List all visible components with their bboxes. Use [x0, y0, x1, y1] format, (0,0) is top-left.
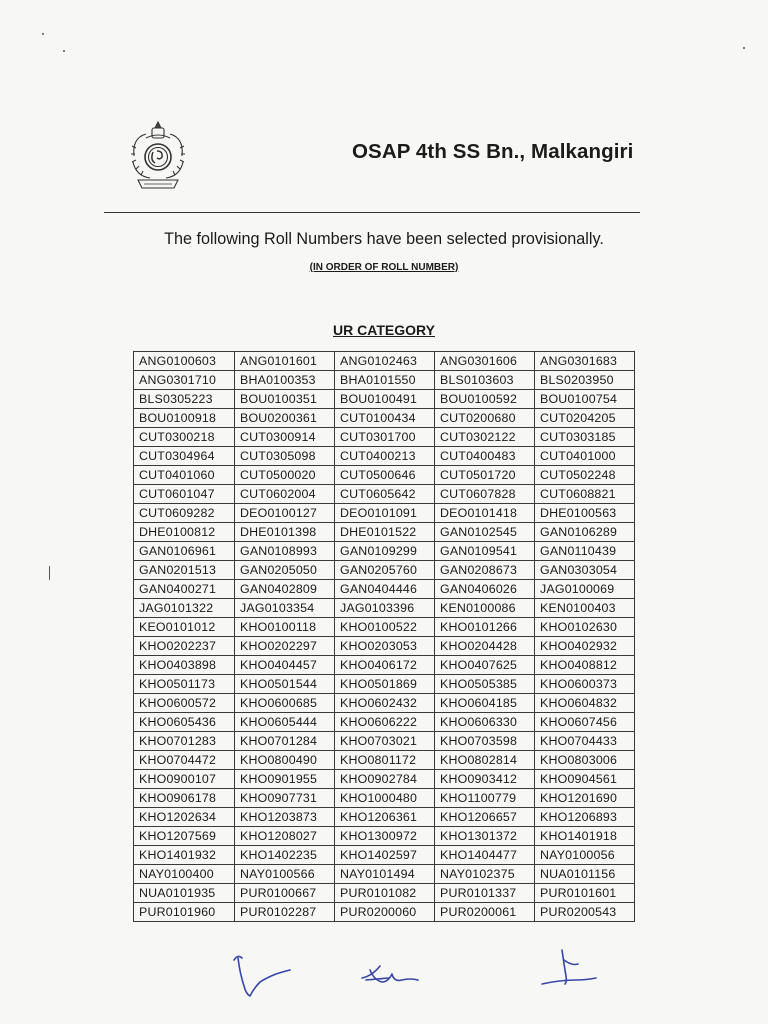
table-row [134, 808, 635, 827]
roll-number-cell: KHO0703598 [435, 732, 535, 751]
roll-number-cell: KHO0604832 [535, 694, 635, 713]
table-row [134, 694, 635, 713]
roll-number-cell: GAN0201513 [134, 561, 235, 580]
roll-number-cell: KHO0408812 [535, 656, 635, 675]
roll-number-cell: JAG0103396 [335, 599, 435, 618]
roll-number-cell: KHO0402932 [535, 637, 635, 656]
roll-number-cell: ANG0301710 [134, 371, 235, 390]
table-row [134, 618, 635, 637]
table-row [134, 580, 635, 599]
category-heading: UR CATEGORY [333, 322, 435, 338]
roll-number-cell: BLS0103603 [435, 371, 535, 390]
signature-3 [542, 950, 596, 984]
roll-number-cell: CUT0303185 [535, 428, 635, 447]
roll-number-cell: KHO0901955 [235, 770, 335, 789]
roll-number-cell: GAN0109299 [335, 542, 435, 561]
roll-number-cell: KHO0202237 [134, 637, 235, 656]
roll-number-cell: KHO0902784 [335, 770, 435, 789]
roll-number-cell: KHO1401918 [535, 827, 635, 846]
roll-number-cell: KEN0100403 [535, 599, 635, 618]
roll-number-cell: CUT0302122 [435, 428, 535, 447]
roll-number-cell: KHO0606330 [435, 713, 535, 732]
roll-number-cell: KHO0100522 [335, 618, 435, 637]
table-row [134, 371, 635, 390]
roll-number-cell: KHO1208027 [235, 827, 335, 846]
roll-number-cell: KHO0501544 [235, 675, 335, 694]
roll-number-cell: KHO0606222 [335, 713, 435, 732]
signatures [220, 940, 640, 1010]
roll-number-cell: CUT0400483 [435, 447, 535, 466]
roll-number-cell: KHO0605436 [134, 713, 235, 732]
roll-number-cell: KHO1402235 [235, 846, 335, 865]
roll-number-cell: GAN0404446 [335, 580, 435, 599]
roll-number-cell: KHO0600373 [535, 675, 635, 694]
table-row [134, 523, 635, 542]
roll-number-cell: BOU0100491 [335, 390, 435, 409]
roll-number-cell: ANG0101601 [235, 352, 335, 371]
roll-number-cell: GAN0110439 [535, 542, 635, 561]
police-emblem-icon [124, 116, 192, 192]
table-row [134, 466, 635, 485]
roll-number-cell: CUT0400213 [335, 447, 435, 466]
roll-number-cell: GAN0106961 [134, 542, 235, 561]
roll-number-cell: GAN0205050 [235, 561, 335, 580]
roll-number-cell: KHO0704433 [535, 732, 635, 751]
table-row [134, 447, 635, 466]
roll-number-cell: KEN0100086 [435, 599, 535, 618]
table-row [134, 561, 635, 580]
roll-number-cell: KHO0203053 [335, 637, 435, 656]
roll-number-cell: JAG0103354 [235, 599, 335, 618]
roll-number-cell: BOU0100351 [235, 390, 335, 409]
roll-number-cell: KHO0900107 [134, 770, 235, 789]
table-row [134, 485, 635, 504]
roll-number-cell: ANG0100603 [134, 352, 235, 371]
roll-number-cell: KHO1201690 [535, 789, 635, 808]
roll-number-cell: PUR0101082 [335, 884, 435, 903]
roll-number-cell: BOU0100918 [134, 409, 235, 428]
header-divider [104, 212, 640, 213]
roll-number-cell: KHO0102630 [535, 618, 635, 637]
roll-number-cell: KHO1301372 [435, 827, 535, 846]
roll-number-cell: DHE0100812 [134, 523, 235, 542]
roll-number-cell: BOU0200361 [235, 409, 335, 428]
roll-number-cell: KHO0907731 [235, 789, 335, 808]
roll-number-cell: BHA0101550 [335, 371, 435, 390]
roll-number-cell: KHO0906178 [134, 789, 235, 808]
roll-number-cell: ANG0102463 [335, 352, 435, 371]
roll-number-cell: NAY0100400 [134, 865, 235, 884]
roll-number-cell: CUT0602004 [235, 485, 335, 504]
roll-number-cell: CUT0304964 [134, 447, 235, 466]
roll-number-cell: GAN0106289 [535, 523, 635, 542]
roll-number-cell: KHO0505385 [435, 675, 535, 694]
roll-number-cell: PUR0100667 [235, 884, 335, 903]
table-row [134, 751, 635, 770]
roll-number-cell: GAN0109541 [435, 542, 535, 561]
roll-number-cell: KHO0701283 [134, 732, 235, 751]
roll-number-cell: KHO0703021 [335, 732, 435, 751]
roll-number-cell: KHO1401932 [134, 846, 235, 865]
roll-number-cell: KHO0403898 [134, 656, 235, 675]
roll-number-cell: BOU0100754 [535, 390, 635, 409]
roll-number-cell: BHA0100353 [235, 371, 335, 390]
roll-number-cell: NAY0100566 [235, 865, 335, 884]
roll-number-cell: KHO0604185 [435, 694, 535, 713]
roll-number-cell: KHO1202634 [134, 808, 235, 827]
table-row [134, 903, 635, 922]
roll-number-cell: KHO1100779 [435, 789, 535, 808]
roll-number-cell: KHO1206893 [535, 808, 635, 827]
roll-number-cell: KHO1404477 [435, 846, 535, 865]
roll-number-cell: KHO0600685 [235, 694, 335, 713]
table-row [134, 770, 635, 789]
roll-number-cell: ANG0301606 [435, 352, 535, 371]
table-row [134, 865, 635, 884]
roll-number-cell: GAN0303054 [535, 561, 635, 580]
roll-number-cell: KHO0407625 [435, 656, 535, 675]
roll-number-cell: KEO0101012 [134, 618, 235, 637]
roll-number-cell: KHO1206657 [435, 808, 535, 827]
roll-number-cell: KHO0501173 [134, 675, 235, 694]
roll-number-cell: CUT0200680 [435, 409, 535, 428]
roll-number-cell: KHO0904561 [535, 770, 635, 789]
table-row [134, 656, 635, 675]
roll-number-cell: KHO0204428 [435, 637, 535, 656]
roll-number-cell: NUA0101156 [535, 865, 635, 884]
roll-number-cell: CUT0300914 [235, 428, 335, 447]
roll-number-cell: CUT0500020 [235, 466, 335, 485]
roll-number-cell: KHO0803006 [535, 751, 635, 770]
roll-number-cell: BOU0100592 [435, 390, 535, 409]
roll-number-cell: DHE0101522 [335, 523, 435, 542]
roll-number-cell: PUR0102287 [235, 903, 335, 922]
roll-number-cell: KHO1000480 [335, 789, 435, 808]
roll-number-cell: DHE0100563 [535, 504, 635, 523]
roll-number-cell: DEO0100127 [235, 504, 335, 523]
roll-number-cell: KHO1402597 [335, 846, 435, 865]
table-row [134, 732, 635, 751]
table-row [134, 675, 635, 694]
roll-number-cell: NAY0102375 [435, 865, 535, 884]
roll-number-cell: KHO0404457 [235, 656, 335, 675]
roll-number-cell: BLS0305223 [134, 390, 235, 409]
table-row [134, 428, 635, 447]
roll-number-cell: CUT0601047 [134, 485, 235, 504]
roll-number-cell: GAN0402809 [235, 580, 335, 599]
roll-number-cell: CUT0204205 [535, 409, 635, 428]
roll-number-cell: GAN0400271 [134, 580, 235, 599]
roll-number-cell: KHO0701284 [235, 732, 335, 751]
roll-number-cell: KHO0605444 [235, 713, 335, 732]
roll-number-cell: NAY0101494 [335, 865, 435, 884]
roll-number-cell: CUT0301700 [335, 428, 435, 447]
table-row [134, 390, 635, 409]
scan-speck [49, 566, 50, 580]
roll-number-cell: CUT0502248 [535, 466, 635, 485]
table-row [134, 637, 635, 656]
roll-number-cell: KHO0801172 [335, 751, 435, 770]
selection-notice: The following Roll Numbers have been selected provisionally. [164, 230, 604, 248]
roll-number-cell: JAG0101322 [134, 599, 235, 618]
roll-number-cell: GAN0208673 [435, 561, 535, 580]
organization-title: OSAP 4th SS Bn., Malkangiri [352, 140, 634, 163]
table-row [134, 884, 635, 903]
table-row [134, 827, 635, 846]
table-row [134, 409, 635, 428]
roll-number-cell: KHO1203873 [235, 808, 335, 827]
signature-2 [362, 966, 418, 982]
scan-speck [63, 50, 65, 52]
roll-number-cell: KHO0600572 [134, 694, 235, 713]
roll-number-table-body [134, 352, 635, 922]
roll-number-cell: CUT0609282 [134, 504, 235, 523]
roll-number-cell: CUT0300218 [134, 428, 235, 447]
roll-number-cell: DEO0101091 [335, 504, 435, 523]
roll-number-cell: KHO0800490 [235, 751, 335, 770]
roll-number-cell: ANG0301683 [535, 352, 635, 371]
roll-number-cell: KHO1207569 [134, 827, 235, 846]
roll-number-cell: KHO0802814 [435, 751, 535, 770]
roll-number-cell: DHE0101398 [235, 523, 335, 542]
roll-number-cell: CUT0100434 [335, 409, 435, 428]
table-row [134, 846, 635, 865]
roll-number-cell: NUA0101935 [134, 884, 235, 903]
roll-number-cell: PUR0200060 [335, 903, 435, 922]
roll-number-cell: KHO0100118 [235, 618, 335, 637]
order-note: (IN ORDER OF ROLL NUMBER) [309, 262, 459, 273]
roll-number-cell: KHO0501869 [335, 675, 435, 694]
scan-speck [42, 33, 44, 35]
roll-number-cell: GAN0108993 [235, 542, 335, 561]
roll-number-cell: PUR0101960 [134, 903, 235, 922]
roll-number-cell: NAY0100056 [535, 846, 635, 865]
table-row [134, 542, 635, 561]
table-row [134, 504, 635, 523]
roll-number-cell: PUR0101601 [535, 884, 635, 903]
roll-number-cell: PUR0101337 [435, 884, 535, 903]
roll-number-cell: CUT0501720 [435, 466, 535, 485]
roll-number-cell: CUT0305098 [235, 447, 335, 466]
roll-number-cell: CUT0607828 [435, 485, 535, 504]
table-row [134, 713, 635, 732]
roll-number-cell: CUT0608821 [535, 485, 635, 504]
table-row [134, 352, 635, 371]
roll-number-cell: CUT0500646 [335, 466, 435, 485]
roll-number-cell: KHO0607456 [535, 713, 635, 732]
roll-number-cell: KHO0903412 [435, 770, 535, 789]
roll-number-cell: KHO0704472 [134, 751, 235, 770]
scan-speck [743, 47, 745, 49]
table-row [134, 599, 635, 618]
roll-number-cell: KHO1300972 [335, 827, 435, 846]
signature-1 [234, 956, 290, 996]
roll-number-cell: DEO0101418 [435, 504, 535, 523]
roll-number-cell: BLS0203950 [535, 371, 635, 390]
roll-number-cell: KHO1206361 [335, 808, 435, 827]
roll-number-table [133, 351, 635, 922]
roll-number-cell: KHO0406172 [335, 656, 435, 675]
table-row [134, 789, 635, 808]
roll-number-cell: JAG0100069 [535, 580, 635, 599]
roll-number-cell: KHO0602432 [335, 694, 435, 713]
roll-number-cell: CUT0605642 [335, 485, 435, 504]
roll-number-cell: KHO0202297 [235, 637, 335, 656]
roll-number-cell: PUR0200543 [535, 903, 635, 922]
roll-number-cell: CUT0401060 [134, 466, 235, 485]
roll-number-cell: PUR0200061 [435, 903, 535, 922]
roll-number-cell: KHO0101266 [435, 618, 535, 637]
roll-number-cell: CUT0401000 [535, 447, 635, 466]
roll-number-cell: GAN0406026 [435, 580, 535, 599]
roll-number-cell: GAN0102545 [435, 523, 535, 542]
roll-number-cell: GAN0205760 [335, 561, 435, 580]
